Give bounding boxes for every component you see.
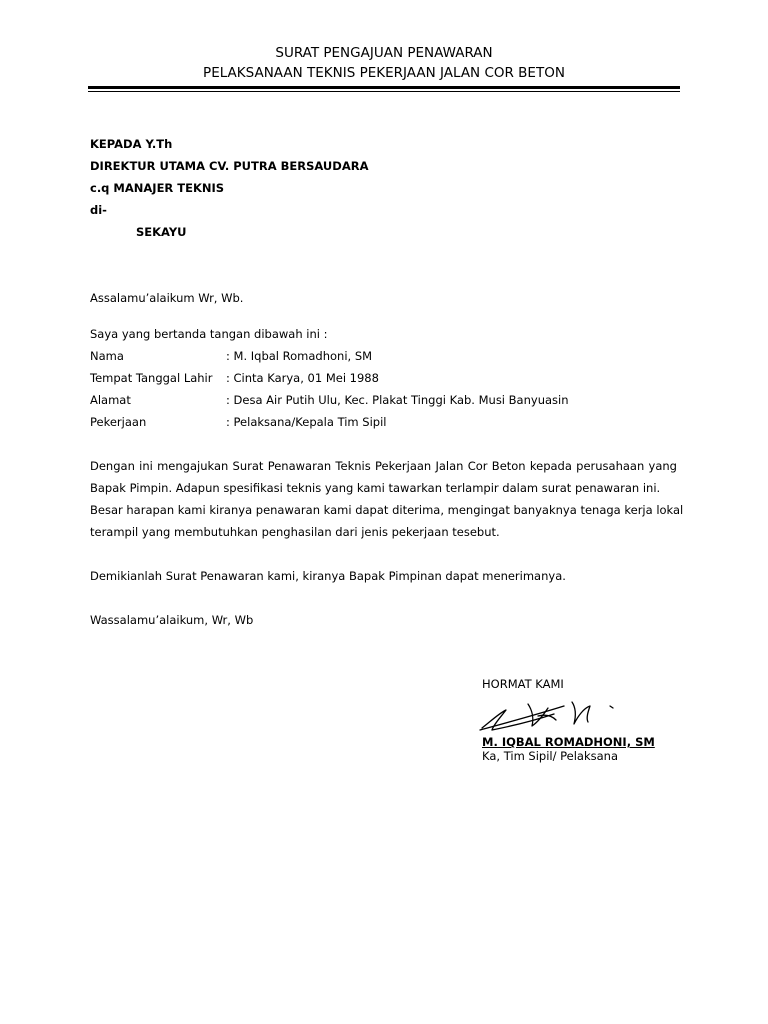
paragraph-1-line-1: Dengan ini mengajukan Surat Penawaran Teknis Pekerjaan Jalan Cor Beton kepada perusahaan yang — [90, 459, 677, 473]
field-value-nama: : M. Iqbal Romadhoni, SM — [226, 349, 373, 363]
document-title: SURAT PENGAJUAN PENAWARAN — [275, 45, 493, 61]
recipient-director: DIREKTUR UTAMA CV. PUTRA BERSAUDARA — [90, 159, 369, 173]
signatory-position: Ka, Tim Sipil/ Pelaksana — [482, 749, 619, 763]
field-value-ttl: : Cinta Karya, 01 Mei 1988 — [226, 371, 379, 385]
field-label-nama: Nama — [90, 349, 124, 363]
paragraph-2-line-1: Besar harapan kami kiranya penawaran kami dapat diterima, mengingat banyaknya tenaga kerja lokal — [90, 503, 684, 517]
hormat-kami: HORMAT KAMI — [482, 677, 564, 691]
recipient-city: SEKAYU — [136, 225, 187, 239]
field-label-pekerjaan: Pekerjaan — [90, 415, 147, 429]
farewell: Wassalamu’alaikum, Wr, Wb — [90, 613, 254, 627]
greeting: Assalamu’alaikum Wr, Wb. — [90, 291, 244, 305]
recipient-di: di- — [90, 203, 107, 217]
paragraph-1-line-2: Bapak Pimpin. Adapun spesifikasi teknis yang kami tawarkan terlampir dalam surat penawaran ini. — [90, 481, 661, 495]
field-label-ttl: Tempat Tanggal Lahir — [90, 371, 213, 385]
field-value-alamat: : Desa Air Putih Ulu, Kec. Plakat Tinggi Kab. Musi Banyuasin — [226, 393, 569, 407]
field-label-alamat: Alamat — [90, 393, 131, 407]
recipient-cq: c.q MANAJER TEKNIS — [90, 181, 225, 195]
closing-paragraph: Demikianlah Surat Penawaran kami, kiranya Bapak Pimpinan dapat menerimanya. — [90, 569, 566, 583]
header-rule-thin — [88, 91, 680, 92]
header-rule-thick — [88, 86, 680, 89]
signatory-name: M. IQBAL ROMADHONI, SM — [482, 735, 655, 749]
recipient-kepada: KEPADA Y.Th — [90, 137, 173, 151]
field-value-pekerjaan: : Pelaksana/Kepala Tim Sipil — [226, 415, 387, 429]
document-subtitle: PELAKSANAAN TEKNIS PEKERJAAN JALAN COR BETON — [203, 65, 565, 81]
intro-text: Saya yang bertanda tangan dibawah ini : — [90, 327, 328, 341]
paragraph-2-line-2: terampil yang membutuhkan penghasilan dari jenis pekerjaan tesebut. — [90, 525, 500, 539]
